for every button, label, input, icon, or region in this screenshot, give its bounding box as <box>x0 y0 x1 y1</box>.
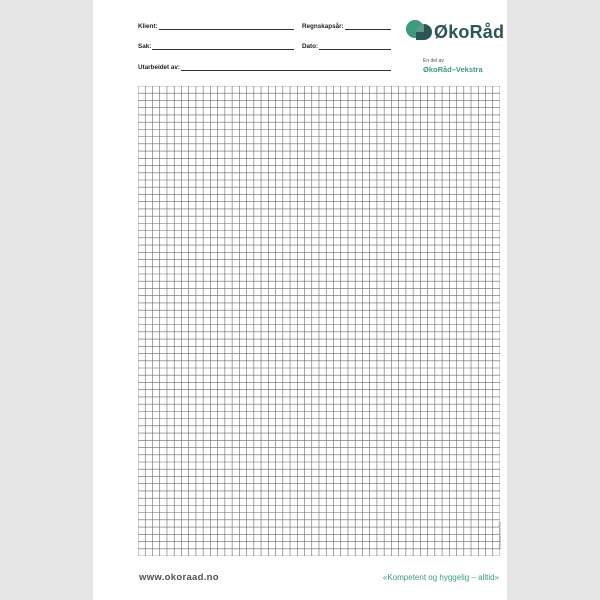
brand-name: ØkoRåd <box>434 22 505 42</box>
prepared-by-label: Utarbeidet av: <box>138 64 180 71</box>
date-field[interactable] <box>302 43 391 50</box>
grid-lines <box>138 86 500 556</box>
client-line[interactable] <box>159 23 294 30</box>
year-line[interactable] <box>345 23 391 30</box>
case-field[interactable] <box>138 43 294 50</box>
client-field[interactable] <box>138 23 294 30</box>
footer-url[interactable]: www.okoraad.no <box>139 572 219 583</box>
year-label: Regnskapsår: <box>302 23 344 30</box>
year-field[interactable] <box>302 23 391 30</box>
case-label: Sak: <box>138 43 152 50</box>
client-label: Klient: <box>138 23 158 30</box>
brand-tagline-small: En del av <box>423 58 444 64</box>
brand-tagline: ØkoRåd–Vekstra <box>423 65 483 74</box>
side-note: Vekstramma AS <box>497 521 502 550</box>
prepared-by-field[interactable] <box>138 64 391 71</box>
date-line[interactable] <box>319 43 391 50</box>
footer-slogan: «Kompetent og hyggelig – alltid» <box>382 573 499 582</box>
okorad-logo-icon <box>403 18 433 48</box>
date-label: Dato: <box>302 43 319 50</box>
case-line[interactable] <box>152 43 294 50</box>
graph-paper-grid <box>138 86 500 556</box>
prepared-by-line[interactable] <box>181 64 391 71</box>
